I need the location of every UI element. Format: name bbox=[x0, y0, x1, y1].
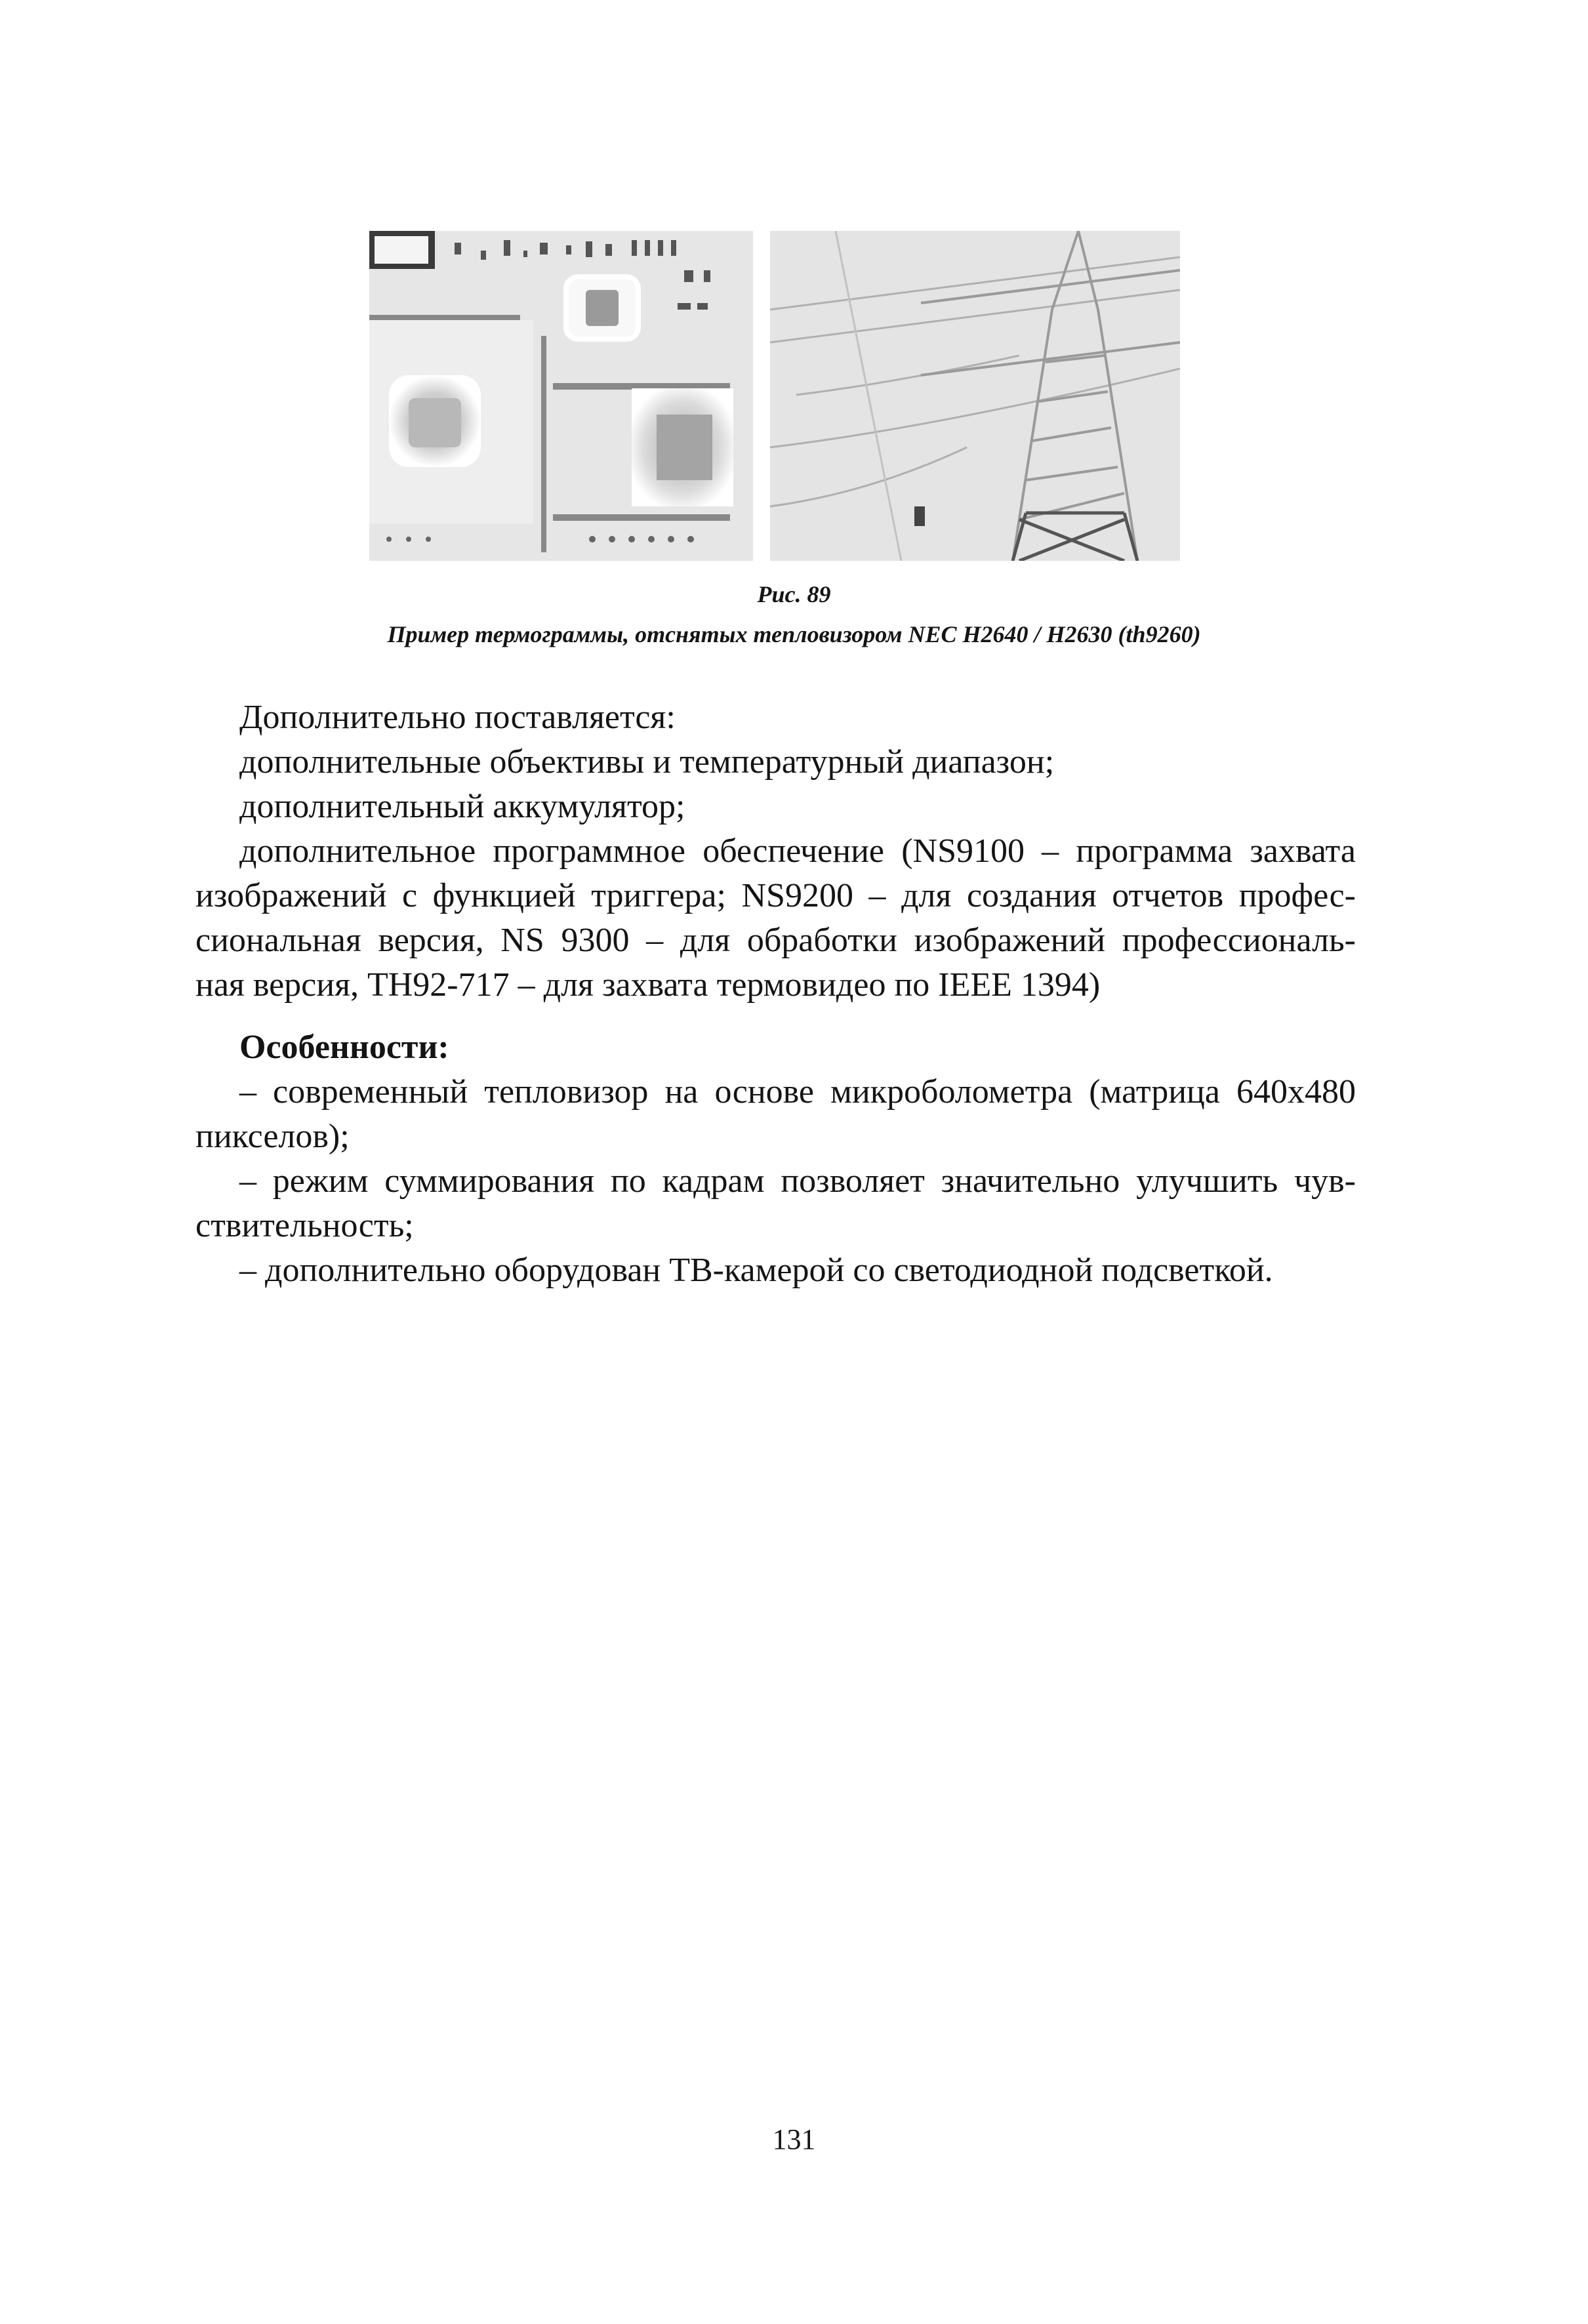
supplied-intro: Дополнительно поставляется: bbox=[239, 699, 676, 736]
supplied-line: сиональная версия, NS 9300 – для обработки изображений профессиональ- bbox=[195, 922, 1356, 959]
figure-number: Рис. 89 bbox=[757, 581, 831, 607]
figure bbox=[369, 231, 1180, 561]
feature-line: – режим суммирования по кадрам позволяет значительно улучшить чув- bbox=[239, 1162, 1356, 1200]
page-number: 131 bbox=[772, 2123, 816, 2155]
supplied-line: дополнительное программное обеспечение (NS9100 – программа захвата bbox=[239, 832, 1356, 870]
figure-caption: Пример термограммы, отснятых тепловизором NEC H2640 / H2630 (th9260) bbox=[387, 621, 1201, 647]
feature-line: – современный тепловизор на основе микроболометра (матрица 640x480 bbox=[239, 1073, 1356, 1111]
supplied-line: дополнительные объективы и температурный диапазон; bbox=[239, 743, 1055, 781]
supplied-line: дополнительный аккумулятор; bbox=[239, 788, 685, 825]
supplied-line: ная версия, TH92-717 – для захвата термовидео по IEEE 1394) bbox=[195, 966, 1101, 1004]
features-heading: Особенности: bbox=[239, 1029, 449, 1066]
feature-line: ствительность; bbox=[195, 1207, 414, 1244]
power-line-tower-thermogram-image bbox=[770, 231, 1180, 561]
feature-line: – дополнительно оборудован ТВ-камерой со светодиодной подсветкой. bbox=[239, 1252, 1273, 1289]
feature-line: пикселов); bbox=[195, 1118, 350, 1155]
circuit-board-thermogram-image bbox=[369, 231, 753, 561]
supplied-line: изображений с функцией триггера; NS9200 – для создания отчетов профес- bbox=[195, 877, 1356, 914]
